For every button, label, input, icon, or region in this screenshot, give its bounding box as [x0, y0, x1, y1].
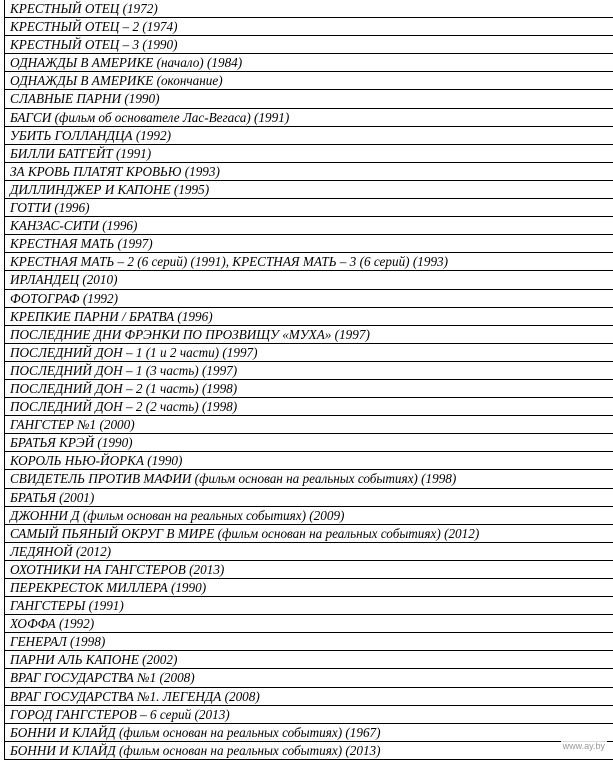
film-row: КРЕСТНАЯ МАТЬ – 2 (6 серий) (1991), КРЕСТНАЯ МАТЬ – 3 (6 серий) (1993)	[5, 253, 613, 271]
film-row: ФОТОГРАФ (1992)	[5, 290, 613, 308]
film-row: ГАНГСТЕРЫ (1991)	[5, 597, 613, 615]
film-row: ДИЛЛИНДЖЕР И КАПОНЕ (1995)	[5, 181, 613, 199]
film-row: ДЖОННИ Д (фильм основан на реальных событиях) (2009)	[5, 507, 613, 525]
film-row: БРАТЬЯ КРЭЙ (1990)	[5, 434, 613, 452]
film-row: ГЕНЕРАЛ (1998)	[5, 633, 613, 651]
film-row: КРЕСТНАЯ МАТЬ (1997)	[5, 235, 613, 253]
film-row: СВИДЕТЕЛЬ ПРОТИВ МАФИИ (фильм основан на реальных событиях) (1998)	[5, 470, 613, 488]
film-row: ЛЕДЯНОЙ (2012)	[5, 543, 613, 561]
film-row: ОДНАЖДЫ В АМЕРИКЕ (окончание)	[5, 72, 613, 90]
film-row: БОННИ И КЛАЙД (фильм основан на реальных событиях) (2013)	[5, 742, 613, 760]
film-row: СЛАВНЫЕ ПАРНИ (1990)	[5, 90, 613, 108]
film-row: ГОРОД ГАНГСТЕРОВ – 6 серий (2013)	[5, 706, 613, 724]
film-row: КОРОЛЬ НЬЮ-ЙОРКА (1990)	[5, 452, 613, 470]
film-row: ГОТТИ (1996)	[5, 199, 613, 217]
film-row: ОХОТНИКИ НА ГАНГСТЕРОВ (2013)	[5, 561, 613, 579]
film-list-table	[4, 0, 613, 760]
film-row: КРЕСТНЫЙ ОТЕЦ – 3 (1990)	[5, 36, 613, 54]
film-row: ЗА КРОВЬ ПЛАТЯТ КРОВЬЮ (1993)	[5, 163, 613, 181]
film-row: БРАТЬЯ (2001)	[5, 489, 613, 507]
film-row: ПОСЛЕДНИЙ ДОН – 1 (3 часть) (1997)	[5, 362, 613, 380]
film-row: БИЛЛИ БАТГЕЙТ (1991)	[5, 145, 613, 163]
film-row: КРЕСТНЫЙ ОТЕЦ (1972)	[5, 0, 613, 18]
film-row: ПЕРЕКРЕСТОК МИЛЛЕРА (1990)	[5, 579, 613, 597]
film-row: ХОФФА (1992)	[5, 615, 613, 633]
film-row: ПОСЛЕДНИЙ ДОН – 2 (2 часть) (1998)	[5, 398, 613, 416]
film-row: УБИТЬ ГОЛЛАНДЦА (1992)	[5, 127, 613, 145]
film-row: КРЕПКИЕ ПАРНИ / БРАТВА (1996)	[5, 308, 613, 326]
film-row: ПАРНИ АЛЬ КАПОНЕ (2002)	[5, 651, 613, 669]
film-row: КРЕСТНЫЙ ОТЕЦ – 2 (1974)	[5, 18, 613, 36]
film-row: ИРЛАНДЕЦ (2010)	[5, 271, 613, 289]
film-row: ПОСЛЕДНИЙ ДОН – 2 (1 часть) (1998)	[5, 380, 613, 398]
film-row: ГАНГСТЕР №1 (2000)	[5, 416, 613, 434]
film-row: ВРАГ ГОСУДАРСТВА №1 (2008)	[5, 669, 613, 687]
film-row: ОДНАЖДЫ В АМЕРИКЕ (начало) (1984)	[5, 54, 613, 72]
film-row: БАГСИ (фильм об основателе Лас-Вегаса) (1991)	[5, 109, 613, 127]
film-row: ПОСЛЕДНИЙ ДОН – 1 (1 и 2 части) (1997)	[5, 344, 613, 362]
site-watermark: www.ay.by	[562, 741, 605, 751]
film-row: КАНЗАС-СИТИ (1996)	[5, 217, 613, 235]
film-row: БОННИ И КЛАЙД (фильм основан на реальных событиях) (1967)	[5, 724, 613, 742]
film-row: САМЫЙ ПЬЯНЫЙ ОКРУГ В МИРЕ (фильм основан на реальных событиях) (2012)	[5, 525, 613, 543]
film-row: ВРАГ ГОСУДАРСТВА №1. ЛЕГЕНДА (2008)	[5, 688, 613, 706]
film-row: ПОСЛЕДНИЕ ДНИ ФРЭНКИ ПО ПРОЗВИЩУ «МУХА» (1997)	[5, 326, 613, 344]
